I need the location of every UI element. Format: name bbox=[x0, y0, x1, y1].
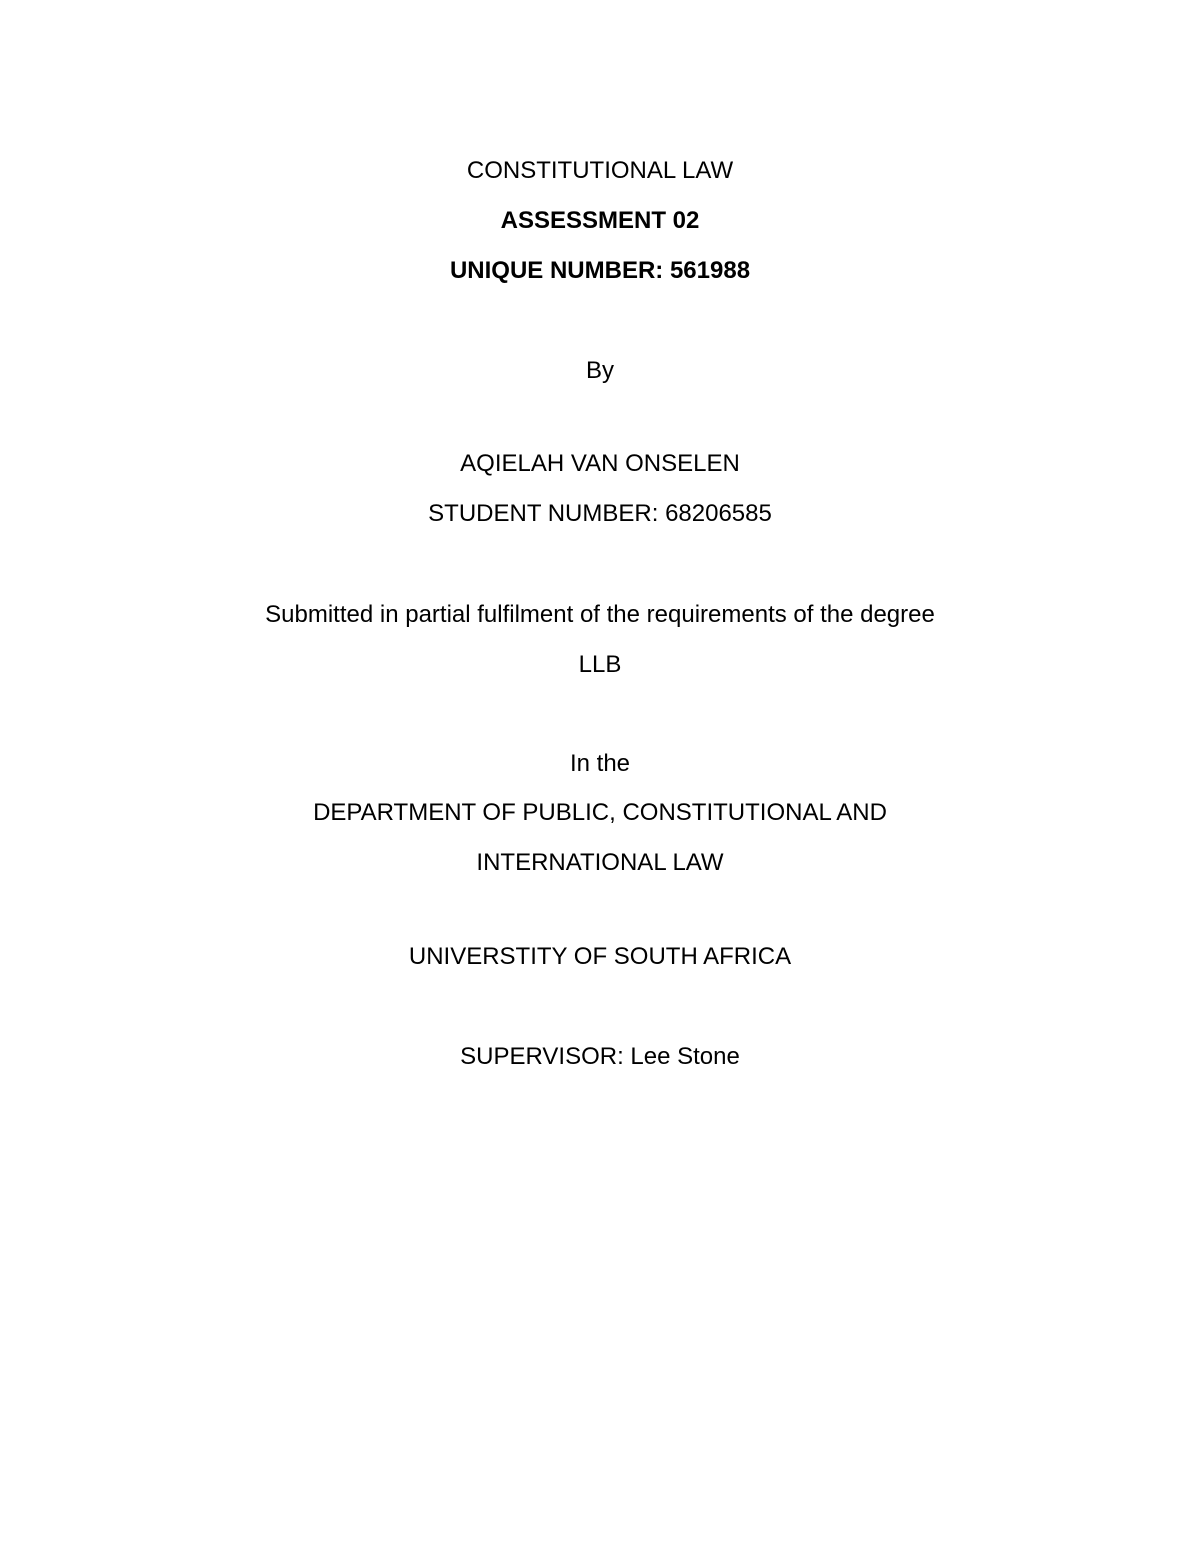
department-line-2: INTERNATIONAL LAW bbox=[476, 849, 724, 876]
department-line-1: DEPARTMENT OF PUBLIC, CONSTITUTIONAL AND bbox=[313, 799, 887, 826]
university-name: UNIVERSTITY OF SOUTH AFRICA bbox=[408, 943, 792, 970]
degree: LLB bbox=[578, 651, 622, 678]
course-title: CONSTITUTIONAL LAW bbox=[466, 157, 734, 184]
supervisor: SUPERVISOR: Lee Stone bbox=[460, 1043, 740, 1070]
by-label: By bbox=[585, 357, 614, 384]
unique-number: UNIQUE NUMBER: 561988 bbox=[449, 257, 751, 284]
assessment-title: ASSESSMENT 02 bbox=[500, 207, 700, 234]
submission-statement: Submitted in partial fulfilment of the requirements of the degree bbox=[265, 601, 935, 628]
author-name: AQIELAH VAN ONSELEN bbox=[460, 450, 740, 477]
student-number: STUDENT NUMBER: 68206585 bbox=[428, 500, 772, 527]
in-the-label: In the bbox=[569, 750, 631, 777]
